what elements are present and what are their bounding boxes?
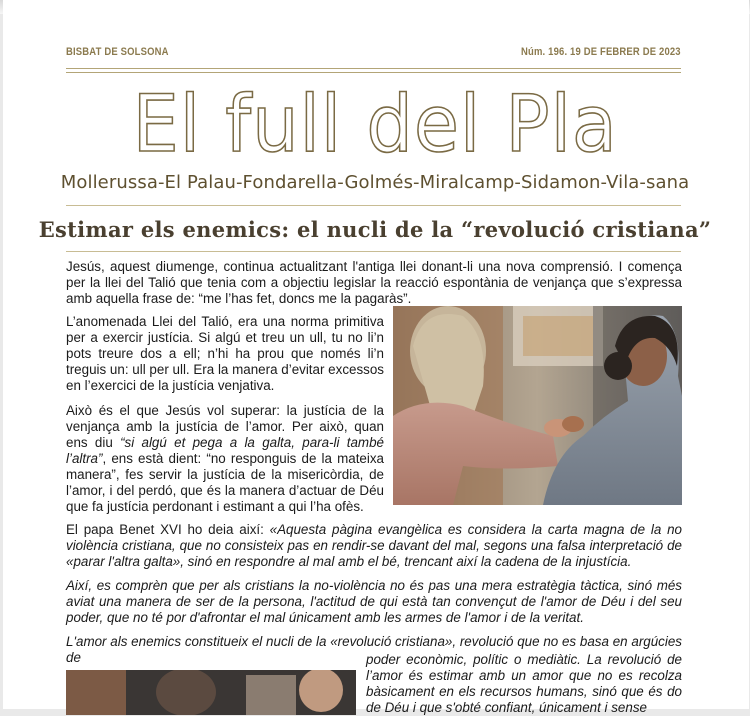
bottom-photo	[66, 670, 356, 715]
headline-rule-top	[66, 205, 681, 206]
issue-label: Núm. 196. 19 DE FEBRER DE 2023	[521, 46, 681, 58]
headline-rule-bottom	[66, 251, 681, 252]
article-headline: Estimar els enemics: el nucli de la “revolució cristiana”	[38, 217, 712, 242]
article-p4: El papa Benet XVI ho deia així: «Aquesta pàgina evangèlica es considera la carta magna de la no violència cristiana, que no consisteix pas en rendir-se davant del mal, segons una falsa interpretació de «parar l'altra galta», sinó en respondre al mal amb el bé, trencant així la cadena de la injustícia.	[66, 522, 682, 569]
article-p3: Això és el que Jesús vol superar: la justícia de la venjança amb la justícia de l’amor. Per això, quan ens diu “si algú et pega a la galta, para-li també l’altra”, ens està dient: “no responguis de la mateixa manera”, fes servir la justícia de la misericòrdia, de l’amor, i del perdó, que és la manera d’actuar de Déu que fa justícia perdonant i estimant a qui l’ha ofès.	[66, 403, 384, 514]
article-p6-rest: poder econòmic, polític o mediàtic. La revolució de l’amor és estimar amb un amor que no es recolza bàsicament en els recursos humans, sinó que és do de Déu i que s'obté confiant, únicament i sense	[366, 652, 682, 715]
masthead-title: El full del Pla	[132, 80, 618, 170]
main-photo	[393, 306, 682, 505]
article-p6-line: L'amor als enemics constitueix el nucli de la «revolució cristiana», revolució que no es basa en argúcies de	[66, 634, 682, 665]
article-intro: Jesús, aquest diumenge, continua actualitzant l'antiga llei donant-li una nova comprensió. I comença per la llei del Talió que tenia com a objectiu legislar la reacció espontània de venjança que s’expressa amb aquella frase de: “me l’has fet, doncs me la pagaràs”.	[66, 259, 682, 306]
two-women-holding-hands-photo	[393, 306, 682, 505]
article-p2: L’anomenada Llei del Talió, era una norma primitiva per a exercir justícia. Si algú et treu un ull, tu no li’n pots treure dos a ell; n’hi ha prou que només li’n treguis un: ull per ull. Era la manera d’evitar excessos en l’exercici de la justícia venjativa.	[66, 314, 384, 393]
diocese-label: BISBAT DE SOLSONA	[66, 46, 169, 58]
group-photo	[66, 670, 356, 715]
top-rule-1	[66, 68, 681, 69]
article-p5: Així, es comprèn que per als cristians la no-violència no és pas una mera estratègia tàctica, sinó més aviat una manera de ser de la persona, l'actitud de qui està tan convençut de l'amor de Déu i del seu poder, que no té por d'afrontar el mal únicament amb les armes de l'amor i de la veritat.	[66, 578, 682, 625]
masthead-towns: Mollerussa-El Palau-Fondarella-Golmés-Miralcamp-Sidamon-Vila-sana	[60, 172, 690, 193]
top-rule-2	[66, 72, 681, 73]
top-bar	[66, 46, 681, 64]
